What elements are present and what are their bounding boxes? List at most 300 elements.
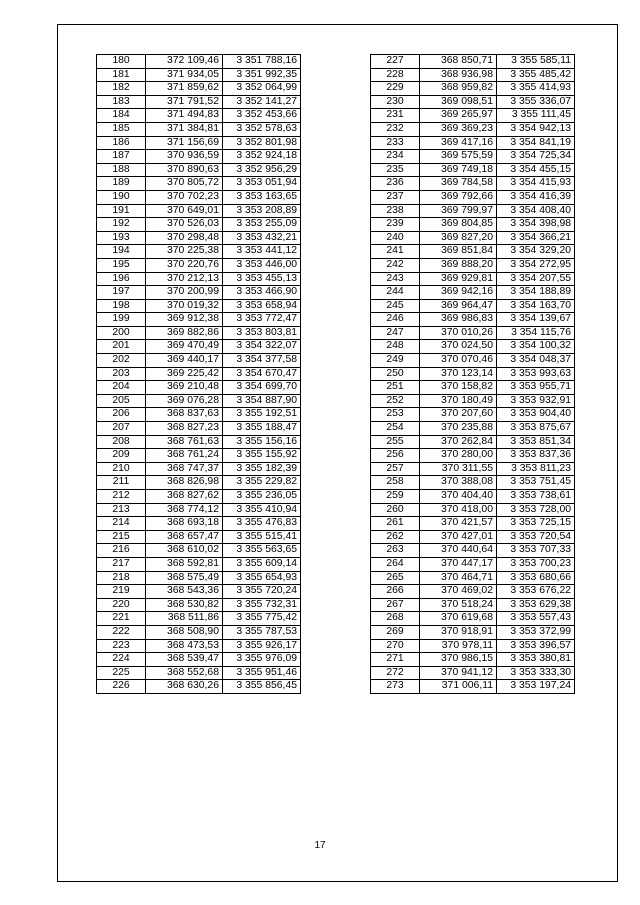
point-number-cell: 254 [371,422,420,436]
y-coordinate-cell: 3 355 856,45 [223,680,301,694]
table-row [97,394,301,408]
x-coordinate-cell: 368 530,82 [146,598,223,612]
y-coordinate-cell: 3 353 837,36 [497,449,575,463]
point-number-cell: 257 [371,462,420,476]
table-row [371,544,575,558]
y-coordinate-cell: 3 354 366,21 [497,231,575,245]
y-coordinate-cell: 3 355 476,83 [223,517,301,531]
table-row [97,95,301,109]
table-row [97,503,301,517]
point-number-cell: 205 [97,394,146,408]
x-coordinate-cell: 369 799,97 [420,204,497,218]
point-number-cell: 208 [97,435,146,449]
y-coordinate-cell: 3 353 380,81 [497,653,575,667]
point-number-cell: 237 [371,190,420,204]
point-number-cell: 204 [97,381,146,395]
table-row [97,530,301,544]
table-row [97,245,301,259]
table-row [97,150,301,164]
point-number-cell: 217 [97,557,146,571]
y-coordinate-cell: 3 354 322,07 [223,340,301,354]
y-coordinate-cell: 3 354 942,13 [497,122,575,136]
y-coordinate-cell: 3 353 932,91 [497,394,575,408]
table-row [97,612,301,626]
point-number-cell: 241 [371,245,420,259]
table-row [97,231,301,245]
x-coordinate-cell: 370 225,38 [146,245,223,259]
point-number-cell: 234 [371,150,420,164]
point-number-cell: 273 [371,680,420,694]
table-row [371,68,575,82]
table-row [97,408,301,422]
point-number-cell: 265 [371,571,420,585]
table-row [371,653,575,667]
x-coordinate-cell: 368 826,98 [146,476,223,490]
table-row [371,272,575,286]
point-number-cell: 238 [371,204,420,218]
x-coordinate-cell: 371 494,83 [146,109,223,123]
coordinates-table-left-body [97,55,301,694]
y-coordinate-cell: 3 353 955,71 [497,381,575,395]
point-number-cell: 199 [97,313,146,327]
point-number-cell: 271 [371,653,420,667]
x-coordinate-cell: 368 693,18 [146,517,223,531]
x-coordinate-cell: 368 657,47 [146,530,223,544]
point-number-cell: 185 [97,122,146,136]
x-coordinate-cell: 370 447,17 [420,557,497,571]
table-row [97,462,301,476]
x-coordinate-cell: 370 180,49 [420,394,497,408]
x-coordinate-cell: 370 805,72 [146,177,223,191]
x-coordinate-cell: 368 827,23 [146,422,223,436]
x-coordinate-cell: 370 526,03 [146,218,223,232]
table-row [97,109,301,123]
point-number-cell: 211 [97,476,146,490]
y-coordinate-cell: 3 353 441,12 [223,245,301,259]
point-number-cell: 243 [371,272,420,286]
point-number-cell: 226 [97,680,146,694]
point-number-cell: 231 [371,109,420,123]
x-coordinate-cell: 369 942,16 [420,286,497,300]
table-row [371,680,575,694]
x-coordinate-cell: 369 986,83 [420,313,497,327]
y-coordinate-cell: 3 355 951,46 [223,666,301,680]
table-row [371,340,575,354]
y-coordinate-cell: 3 355 654,93 [223,571,301,585]
y-coordinate-cell: 3 355 410,94 [223,503,301,517]
y-coordinate-cell: 3 352 064,99 [223,82,301,96]
table-row [371,326,575,340]
table-row [371,381,575,395]
point-number-cell: 214 [97,517,146,531]
x-coordinate-cell: 369 784,58 [420,177,497,191]
table-row [371,517,575,531]
x-coordinate-cell: 371 384,81 [146,122,223,136]
page-number: 17 [314,840,326,851]
point-number-cell: 267 [371,598,420,612]
y-coordinate-cell: 3 354 188,89 [497,286,575,300]
y-coordinate-cell: 3 353 680,66 [497,571,575,585]
table-row [97,490,301,504]
y-coordinate-cell: 3 353 738,61 [497,490,575,504]
point-number-cell: 201 [97,340,146,354]
y-coordinate-cell: 3 353 455,13 [223,272,301,286]
table-row [371,462,575,476]
point-number-cell: 196 [97,272,146,286]
table-row [371,435,575,449]
point-number-cell: 215 [97,530,146,544]
x-coordinate-cell: 371 006,11 [420,680,497,694]
point-number-cell: 269 [371,625,420,639]
y-coordinate-cell: 3 352 956,29 [223,163,301,177]
table-row [97,381,301,395]
table-row [371,557,575,571]
table-row [371,490,575,504]
table-row [371,299,575,313]
x-coordinate-cell: 370 311,55 [420,462,497,476]
y-coordinate-cell: 3 354 139,67 [497,313,575,327]
x-coordinate-cell: 368 610,02 [146,544,223,558]
x-coordinate-cell: 368 959,82 [420,82,497,96]
x-coordinate-cell: 370 235,88 [420,422,497,436]
point-number-cell: 259 [371,490,420,504]
point-number-cell: 200 [97,326,146,340]
y-coordinate-cell: 3 354 725,34 [497,150,575,164]
table-row [97,653,301,667]
x-coordinate-cell: 370 936,59 [146,150,223,164]
y-coordinate-cell: 3 354 115,76 [497,326,575,340]
x-coordinate-cell: 368 630,26 [146,680,223,694]
y-coordinate-cell: 3 353 803,81 [223,326,301,340]
table-row [371,367,575,381]
y-coordinate-cell: 3 355 976,09 [223,653,301,667]
point-number-cell: 260 [371,503,420,517]
x-coordinate-cell: 369 888,20 [420,258,497,272]
x-coordinate-cell: 368 511,86 [146,612,223,626]
table-row [371,163,575,177]
y-coordinate-cell: 3 355 775,42 [223,612,301,626]
y-coordinate-cell: 3 355 585,11 [497,55,575,69]
table-row [97,326,301,340]
y-coordinate-cell: 3 352 141,27 [223,95,301,109]
x-coordinate-cell: 370 220,76 [146,258,223,272]
y-coordinate-cell: 3 353 751,45 [497,476,575,490]
table-row [371,612,575,626]
table-row [371,55,575,69]
y-coordinate-cell: 3 353 557,43 [497,612,575,626]
table-row [97,598,301,612]
table-row [371,286,575,300]
point-number-cell: 188 [97,163,146,177]
table-row [371,258,575,272]
point-number-cell: 252 [371,394,420,408]
point-number-cell: 261 [371,517,420,531]
y-coordinate-cell: 3 355 156,16 [223,435,301,449]
table-row [97,272,301,286]
y-coordinate-cell: 3 355 182,39 [223,462,301,476]
x-coordinate-cell: 370 941,12 [420,666,497,680]
point-number-cell: 235 [371,163,420,177]
y-coordinate-cell: 3 355 563,65 [223,544,301,558]
x-coordinate-cell: 369 265,97 [420,109,497,123]
x-coordinate-cell: 370 158,82 [420,381,497,395]
y-coordinate-cell: 3 355 926,17 [223,639,301,653]
y-coordinate-cell: 3 354 048,37 [497,354,575,368]
table-row [371,422,575,436]
point-number-cell: 192 [97,218,146,232]
table-row [97,680,301,694]
x-coordinate-cell: 369 470,49 [146,340,223,354]
table-row [371,150,575,164]
y-coordinate-cell: 3 354 329,20 [497,245,575,259]
table-row [371,571,575,585]
point-number-cell: 202 [97,354,146,368]
x-coordinate-cell: 368 827,62 [146,490,223,504]
x-coordinate-cell: 368 473,53 [146,639,223,653]
y-coordinate-cell: 3 353 811,23 [497,462,575,476]
y-coordinate-cell: 3 354 272,95 [497,258,575,272]
x-coordinate-cell: 369 210,48 [146,381,223,395]
x-coordinate-cell: 369 964,47 [420,299,497,313]
table-row [97,422,301,436]
point-number-cell: 203 [97,367,146,381]
x-coordinate-cell: 370 070,46 [420,354,497,368]
point-number-cell: 197 [97,286,146,300]
x-coordinate-cell: 370 518,24 [420,598,497,612]
table-row [97,82,301,96]
y-coordinate-cell: 3 354 887,90 [223,394,301,408]
coordinates-table-left [96,54,301,694]
table-row [371,218,575,232]
y-coordinate-cell: 3 353 197,24 [497,680,575,694]
x-coordinate-cell: 370 019,32 [146,299,223,313]
y-coordinate-cell: 3 353 396,57 [497,639,575,653]
table-row [371,231,575,245]
x-coordinate-cell: 370 123,14 [420,367,497,381]
y-coordinate-cell: 3 354 699,70 [223,381,301,395]
x-coordinate-cell: 370 212,13 [146,272,223,286]
point-number-cell: 195 [97,258,146,272]
table-row [371,95,575,109]
y-coordinate-cell: 3 355 732,31 [223,598,301,612]
y-coordinate-cell: 3 354 455,15 [497,163,575,177]
point-number-cell: 190 [97,190,146,204]
point-number-cell: 247 [371,326,420,340]
point-number-cell: 209 [97,449,146,463]
y-coordinate-cell: 3 353 658,94 [223,299,301,313]
x-coordinate-cell: 370 649,01 [146,204,223,218]
x-coordinate-cell: 368 539,47 [146,653,223,667]
y-coordinate-cell: 3 351 992,35 [223,68,301,82]
y-coordinate-cell: 3 353 676,22 [497,585,575,599]
y-coordinate-cell: 3 353 875,67 [497,422,575,436]
x-coordinate-cell: 369 827,20 [420,231,497,245]
point-number-cell: 216 [97,544,146,558]
point-number-cell: 224 [97,653,146,667]
x-coordinate-cell: 369 912,38 [146,313,223,327]
table-row [371,313,575,327]
x-coordinate-cell: 370 418,00 [420,503,497,517]
point-number-cell: 223 [97,639,146,653]
y-coordinate-cell: 3 355 787,53 [223,625,301,639]
x-coordinate-cell: 368 761,63 [146,435,223,449]
table-row [97,571,301,585]
x-coordinate-cell: 370 200,99 [146,286,223,300]
point-number-cell: 181 [97,68,146,82]
coordinates-table-right [370,54,575,694]
table-row [97,435,301,449]
point-number-cell: 206 [97,408,146,422]
table-row [371,136,575,150]
table-row [371,82,575,96]
y-coordinate-cell: 3 354 841,19 [497,136,575,150]
table-row [97,258,301,272]
y-coordinate-cell: 3 354 398,98 [497,218,575,232]
x-coordinate-cell: 370 702,23 [146,190,223,204]
table-row [97,625,301,639]
table-row [97,585,301,599]
table-row [97,122,301,136]
table-row [371,204,575,218]
table-row [371,109,575,123]
point-number-cell: 253 [371,408,420,422]
table-row [371,449,575,463]
y-coordinate-cell: 3 353 904,40 [497,408,575,422]
point-number-cell: 240 [371,231,420,245]
y-coordinate-cell: 3 353 720,54 [497,530,575,544]
x-coordinate-cell: 369 929,81 [420,272,497,286]
x-coordinate-cell: 368 543,36 [146,585,223,599]
table-row [97,340,301,354]
point-number-cell: 198 [97,299,146,313]
x-coordinate-cell: 370 427,01 [420,530,497,544]
table-row [371,177,575,191]
table-row [97,163,301,177]
y-coordinate-cell: 3 355 111,45 [497,109,575,123]
table-row [371,394,575,408]
x-coordinate-cell: 370 978,11 [420,639,497,653]
x-coordinate-cell: 369 417,16 [420,136,497,150]
point-number-cell: 248 [371,340,420,354]
table-row [97,136,301,150]
y-coordinate-cell: 3 355 188,47 [223,422,301,436]
point-number-cell: 219 [97,585,146,599]
x-coordinate-cell: 368 552,68 [146,666,223,680]
point-number-cell: 213 [97,503,146,517]
table-row [371,190,575,204]
point-number-cell: 210 [97,462,146,476]
x-coordinate-cell: 370 890,63 [146,163,223,177]
x-coordinate-cell: 370 404,40 [420,490,497,504]
x-coordinate-cell: 372 109,46 [146,55,223,69]
table-row [97,177,301,191]
y-coordinate-cell: 3 354 670,47 [223,367,301,381]
y-coordinate-cell: 3 353 446,00 [223,258,301,272]
point-number-cell: 183 [97,95,146,109]
x-coordinate-cell: 370 918,91 [420,625,497,639]
x-coordinate-cell: 368 575,49 [146,571,223,585]
x-coordinate-cell: 368 761,24 [146,449,223,463]
point-number-cell: 189 [97,177,146,191]
x-coordinate-cell: 368 936,98 [420,68,497,82]
x-coordinate-cell: 369 440,17 [146,354,223,368]
y-coordinate-cell: 3 353 051,94 [223,177,301,191]
table-row [371,530,575,544]
y-coordinate-cell: 3 353 772,47 [223,313,301,327]
x-coordinate-cell: 369 369,23 [420,122,497,136]
y-coordinate-cell: 3 353 432,21 [223,231,301,245]
x-coordinate-cell: 369 804,85 [420,218,497,232]
y-coordinate-cell: 3 354 415,93 [497,177,575,191]
y-coordinate-cell: 3 352 924,18 [223,150,301,164]
point-number-cell: 264 [371,557,420,571]
x-coordinate-cell: 370 262,84 [420,435,497,449]
point-number-cell: 232 [371,122,420,136]
x-coordinate-cell: 368 850,71 [420,55,497,69]
x-coordinate-cell: 370 986,15 [420,653,497,667]
point-number-cell: 186 [97,136,146,150]
y-coordinate-cell: 3 352 801,98 [223,136,301,150]
y-coordinate-cell: 3 354 377,58 [223,354,301,368]
table-row [371,476,575,490]
table-row [371,408,575,422]
table-row [97,218,301,232]
x-coordinate-cell: 369 076,28 [146,394,223,408]
point-number-cell: 242 [371,258,420,272]
x-coordinate-cell: 369 098,51 [420,95,497,109]
x-coordinate-cell: 370 280,00 [420,449,497,463]
point-number-cell: 229 [371,82,420,96]
y-coordinate-cell: 3 355 485,42 [497,68,575,82]
table-row [371,122,575,136]
table-row [97,354,301,368]
x-coordinate-cell: 369 225,42 [146,367,223,381]
point-number-cell: 220 [97,598,146,612]
x-coordinate-cell: 370 440,64 [420,544,497,558]
y-coordinate-cell: 3 354 100,32 [497,340,575,354]
point-number-cell: 193 [97,231,146,245]
point-number-cell: 222 [97,625,146,639]
point-number-cell: 191 [97,204,146,218]
point-number-cell: 239 [371,218,420,232]
point-number-cell: 268 [371,612,420,626]
table-row [97,639,301,653]
point-number-cell: 182 [97,82,146,96]
point-number-cell: 221 [97,612,146,626]
table-row [371,598,575,612]
point-number-cell: 187 [97,150,146,164]
table-row [97,286,301,300]
x-coordinate-cell: 369 792,66 [420,190,497,204]
table-row [97,557,301,571]
table-row [371,245,575,259]
point-number-cell: 236 [371,177,420,191]
y-coordinate-cell: 3 353 372,99 [497,625,575,639]
x-coordinate-cell: 370 010,26 [420,326,497,340]
x-coordinate-cell: 371 791,52 [146,95,223,109]
table-row [371,585,575,599]
x-coordinate-cell: 369 749,18 [420,163,497,177]
y-coordinate-cell: 3 355 155,92 [223,449,301,463]
y-coordinate-cell: 3 355 515,41 [223,530,301,544]
point-number-cell: 266 [371,585,420,599]
x-coordinate-cell: 369 851,84 [420,245,497,259]
y-coordinate-cell: 3 354 207,55 [497,272,575,286]
x-coordinate-cell: 370 619,68 [420,612,497,626]
x-coordinate-cell: 368 837,63 [146,408,223,422]
y-coordinate-cell: 3 353 629,38 [497,598,575,612]
table-row [371,625,575,639]
